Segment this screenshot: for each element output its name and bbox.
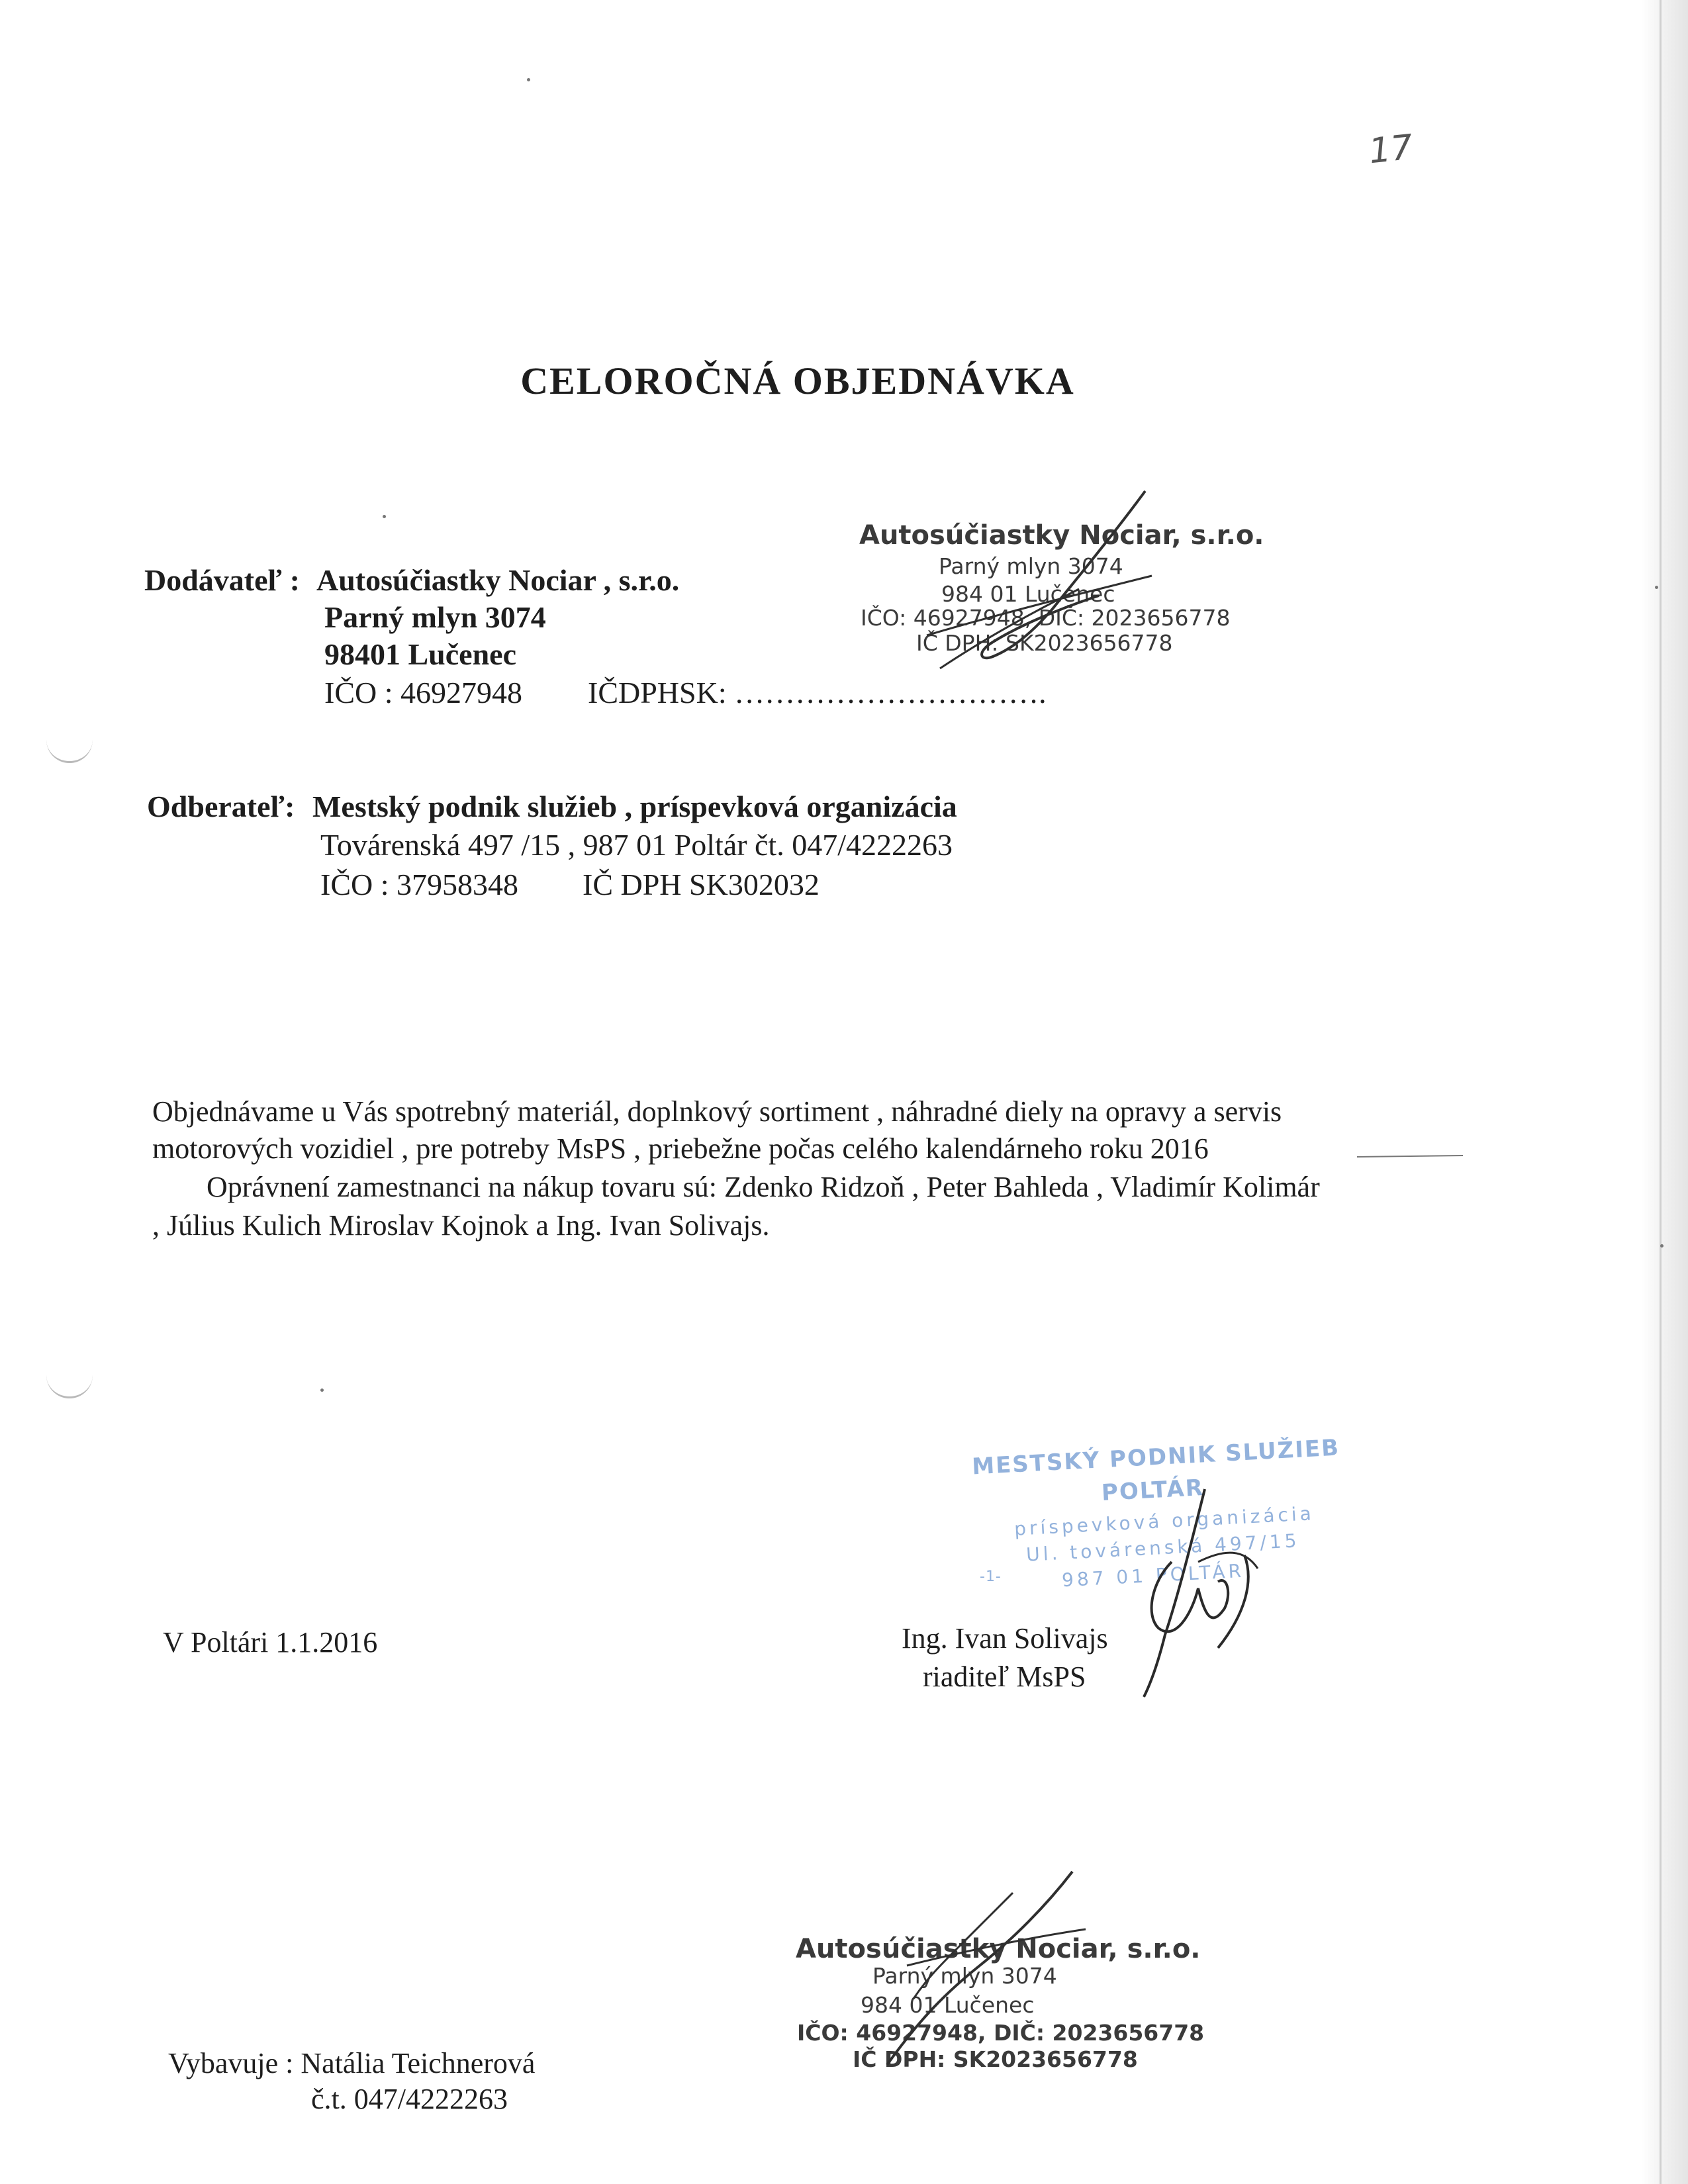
supplier-signature-top <box>861 483 1231 682</box>
customer-stamp-line-3: 987 01 POLTÁR <box>1061 1559 1245 1592</box>
customer-stamp-line-1: príspevková organizácia <box>1013 1502 1315 1540</box>
customer-address: Továrenská 497 /15 , 987 01 Poltár čt. 047/4222263 <box>320 828 953 862</box>
supplier-label: Dodávateľ : <box>144 563 300 597</box>
supplier-icdph: IČDPHSK: …………………………. <box>588 676 1047 709</box>
customer-ico: IČO : 37958348 <box>320 868 518 901</box>
stamp-city: 984 01 Lučenec <box>861 1992 1035 2018</box>
customer-stamp-line-2: Ul. továrenská 497/15 <box>1025 1529 1301 1566</box>
stamp-city: 984 01 Lučenec <box>941 581 1115 607</box>
page-number: 17 <box>1367 127 1415 172</box>
handled-by: Vybavuje : Natália Teichnerová <box>168 2047 536 2079</box>
scan-edge <box>1642 0 1688 2184</box>
supplier-name: Autosúčiastky Nociar , s.r.o. <box>316 563 680 597</box>
scan-speck <box>383 515 386 518</box>
body-line-2: motorových vozidiel , pre potreby MsPS , priebežne počas celého kalendárneho roku 2016 <box>152 1132 1209 1165</box>
supplier-ico: IČO : 46927948 <box>324 676 522 709</box>
stamp-street: Parný mlyn 3074 <box>872 1963 1057 1989</box>
handled-by-phone: č.t. 047/4222263 <box>311 2083 508 2115</box>
punch-hole-mark <box>46 728 93 763</box>
scan-speck <box>320 1388 324 1392</box>
scan-speck <box>1655 586 1658 589</box>
stamp-company-name: Autosúčiastky Nociar, s.r.o. <box>796 1934 1201 1964</box>
scan-speck <box>1660 1244 1664 1248</box>
customer-icdph: IČ DPH SK302032 <box>583 868 820 901</box>
stamp-ids: IČO: 46927948, DIČ: 2023656778 <box>797 2020 1205 2046</box>
supplier-city: 98401 Lučenec <box>324 637 517 671</box>
punch-hole-mark <box>46 1363 93 1398</box>
body-line-4: , Július Kulich Miroslav Kojnok a Ing. Ivan Solivajs. <box>152 1209 770 1242</box>
customer-name: Mestský podnik služieb , príspevková organizácia <box>312 790 957 823</box>
supplier-street: Parný mlyn 3074 <box>324 600 546 634</box>
customer-stamp-number: -1- <box>980 1569 1002 1585</box>
place-date: V Poltári 1.1.2016 <box>163 1626 378 1659</box>
document-title: CELOROČNÁ OBJEDNÁVKA <box>520 359 1075 402</box>
stamp-ids: IČO: 46927948, DIČ: 2023656778 <box>861 605 1231 631</box>
customer-stamp-title: MESTSKÝ PODNIK SLUŽIEB <box>971 1434 1341 1480</box>
stamp-street: Parný mlyn 3074 <box>939 553 1123 579</box>
stamp-vat: IČ DPH: SK2023656778 <box>916 630 1173 656</box>
signatory-role: riaditeľ MsPS <box>923 1661 1086 1693</box>
supplier-signature-bottom <box>847 1866 1099 2071</box>
customer-stamp-town: POLTÁR <box>1101 1474 1205 1507</box>
signatory-name: Ing. Ivan Solivajs <box>902 1622 1108 1655</box>
scan-edge-line <box>1660 0 1662 2184</box>
director-signature <box>1112 1482 1284 1701</box>
customer-label: Odberateľ: <box>147 790 295 823</box>
stray-pen-line <box>1357 1150 1463 1163</box>
stamp-company-name: Autosúčiastky Nociar, s.r.o. <box>859 520 1264 551</box>
stamp-vat: IČ DPH: SK2023656778 <box>853 2046 1138 2072</box>
body-line-1: Objednávame u Vás spotrebný materiál, doplnkový sortiment , náhradné diely na opravy a servis <box>152 1095 1282 1128</box>
scan-speck <box>527 78 530 81</box>
body-line-3: Oprávnení zamestnanci na nákup tovaru sú: Zdenko Ridzoň , Peter Bahleda , Vladimír Kolimár <box>207 1171 1320 1203</box>
